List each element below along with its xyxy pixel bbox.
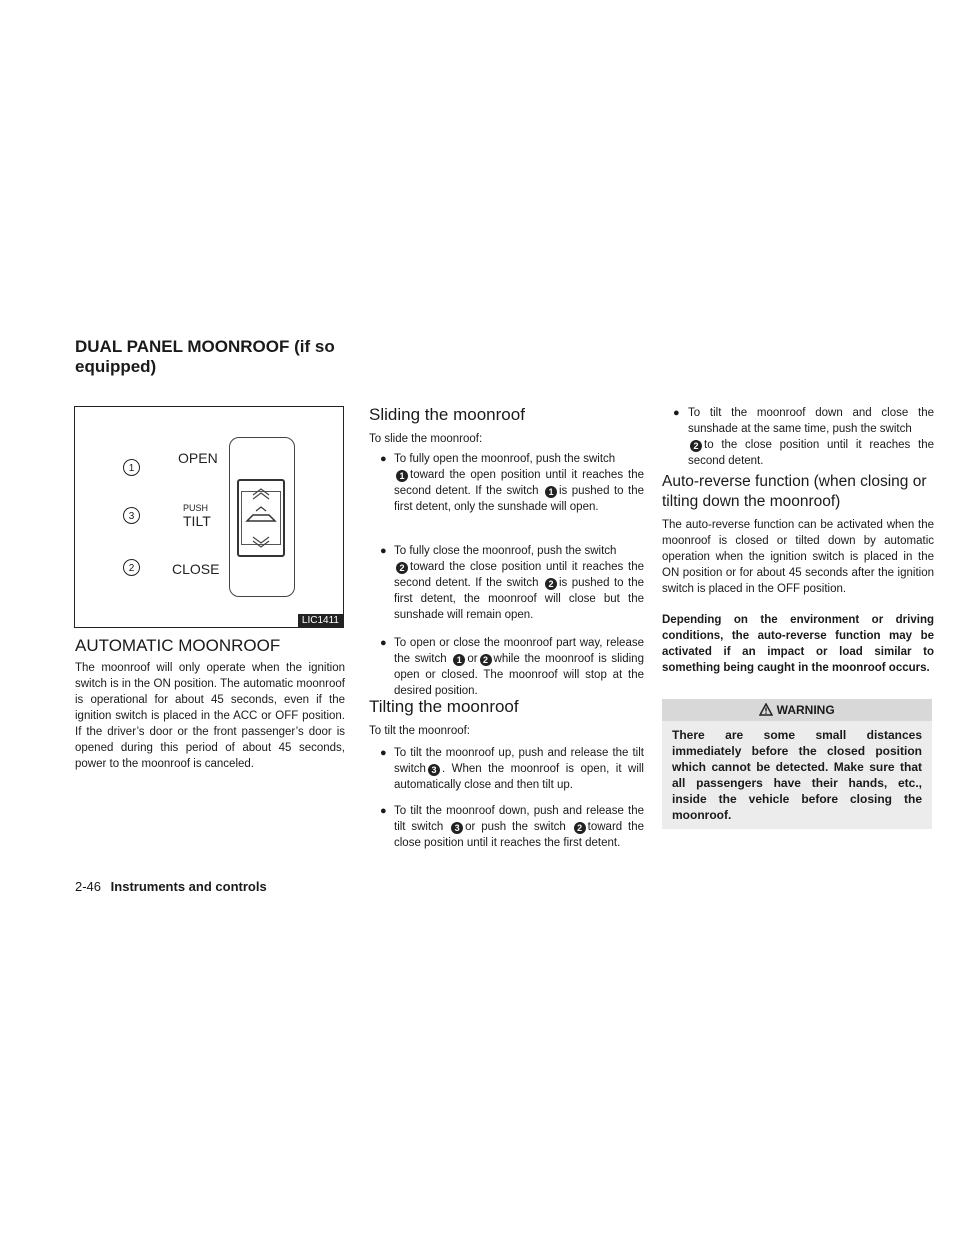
label-open: OPEN — [178, 450, 218, 466]
warning-header — [662, 699, 932, 721]
s2-text-b: toward the close position until it reaches the second detent. If the switch — [394, 561, 644, 589]
switch-button — [237, 479, 285, 557]
s1-text-b: toward the open position until it reaches the second detent. If the switch — [394, 469, 644, 497]
b1-text-b: to the close position until it reaches the second detent. — [688, 439, 934, 467]
bullet-dot: ● — [380, 637, 387, 649]
bullet-dot: ● — [380, 545, 387, 557]
s1-text-a: To fully open the moonroof, push the switch — [394, 453, 616, 465]
bullet-dot: ● — [380, 453, 387, 465]
automatic-moonroof-body: The moonroof will only operate when the ignition switch is in the ON position. The automatic moonroof is operational for about 45 seconds, even if the ignition switch is placed in the ACC or OFF position. If the driver’s door or the front passenger’s door is opened during this period of about 45 seconds, power to the moonroof is canceled. — [75, 662, 345, 770]
s3-text-a: To open or close the moonroof part way, release the switch — [394, 637, 644, 665]
t2-text-a: To tilt the moonroof down, push and release the tilt switch — [394, 805, 644, 833]
s1-text-c: is pushed to the first detent, only the sunshade will open. — [394, 485, 645, 513]
auto-reverse-bold: Depending on the environment or driving conditions, the auto-reverse function may be activated if an impact or load similar to something being caught in the moonroof occurs. — [662, 614, 934, 674]
t2-text-b: toward the close position until it reaches the first detent. — [394, 821, 645, 849]
label-push: PUSH — [183, 503, 209, 513]
tilting-bullet-2 — [394, 803, 644, 851]
tilting-intro: To tilt the moonroof: — [369, 725, 470, 737]
col3-bullet-1 — [688, 405, 934, 469]
callout-3-icon: 3 — [428, 764, 440, 776]
callout-2: 2 — [123, 559, 140, 576]
label-tilt: TILT — [183, 513, 211, 529]
callout-1-icon: 1 — [453, 654, 465, 666]
bullet-dot: ● — [380, 805, 387, 817]
heading-sliding: Sliding the moonroof — [369, 405, 525, 424]
callout-2-icon: 2 — [396, 562, 408, 574]
sliding-bullet-2 — [394, 543, 644, 623]
sliding-bullet-1 — [394, 451, 644, 515]
tilting-bullet-1 — [394, 745, 644, 793]
auto-reverse-body: The auto-reverse function can be activated when the moonroof is closed or tilted down by automatic operation when the ignition switch is placed in the ON position or for about 45 seconds after the ignition switch is placed in the OFF position. — [662, 519, 934, 595]
s3-or: or — [467, 653, 478, 665]
label-close: CLOSE — [172, 561, 220, 577]
bullet-dot: ● — [673, 407, 680, 419]
warning-text: There are some small distances immediately before the closed position which cannot be detected. Make sure that all passengers have their hands, etc., inside the vehicle before closing the moonroof. — [672, 728, 922, 822]
callout-1: 1 — [123, 459, 140, 476]
heading-automatic-moonroof: AUTOMATIC MOONROOF — [75, 636, 281, 655]
figure-code: LIC1411 — [298, 614, 343, 627]
section-title-line1: DUAL PANEL MOONROOF (if so — [75, 337, 335, 356]
page-number: 2-46 — [75, 879, 102, 894]
t1-text-b: . When the moonroof is open, it will automatically close and then tilt up. — [394, 763, 644, 791]
sliding-bullet-3 — [394, 635, 644, 699]
callout-2-icon: 2 — [690, 440, 702, 452]
callout-3-icon: 3 — [451, 822, 463, 834]
callout-1-icon: 1 — [545, 486, 557, 498]
switch-symbol-icon — [239, 481, 283, 555]
bullet-dot: ● — [380, 747, 387, 759]
t2-or: or push the switch — [465, 821, 566, 833]
warning-label: WARNING — [776, 703, 835, 717]
s3-text-b: while the moonroof is sliding open or closed. The moonroof will stop at the desired position. — [394, 653, 644, 697]
callout-1-icon: 1 — [396, 470, 408, 482]
s2-text-c: is pushed to the first detent, the moonroof will close but the sunshade will remain open. — [394, 577, 645, 621]
t1-text-a: To tilt the moonroof up, push and release the tilt switch — [394, 747, 644, 775]
sliding-intro: To slide the moonroof: — [369, 433, 483, 445]
section-title — [75, 337, 335, 377]
callout-2-icon: 2 — [480, 654, 492, 666]
s2-text-a: To fully close the moonroof, push the switch — [394, 545, 617, 557]
warning-box — [662, 721, 932, 829]
page-footer — [75, 879, 267, 894]
callout-2-icon: 2 — [574, 822, 586, 834]
callout-2-icon: 2 — [545, 578, 557, 590]
callout-3: 3 — [123, 507, 140, 524]
switch-housing — [229, 437, 295, 597]
heading-tilting: Tilting the moonroof — [369, 697, 519, 716]
section-title-line2: equipped) — [75, 357, 157, 376]
warning-icon — [759, 703, 773, 716]
b1-text-a: To tilt the moonroof down and close the sunshade at the same time, push the switch — [688, 407, 934, 435]
moonroof-switch-figure — [74, 406, 344, 628]
chapter-title: Instruments and controls — [110, 879, 267, 894]
heading-auto-reverse: Auto-reverse function (when closing or tilting down the moonroof) — [662, 473, 927, 510]
